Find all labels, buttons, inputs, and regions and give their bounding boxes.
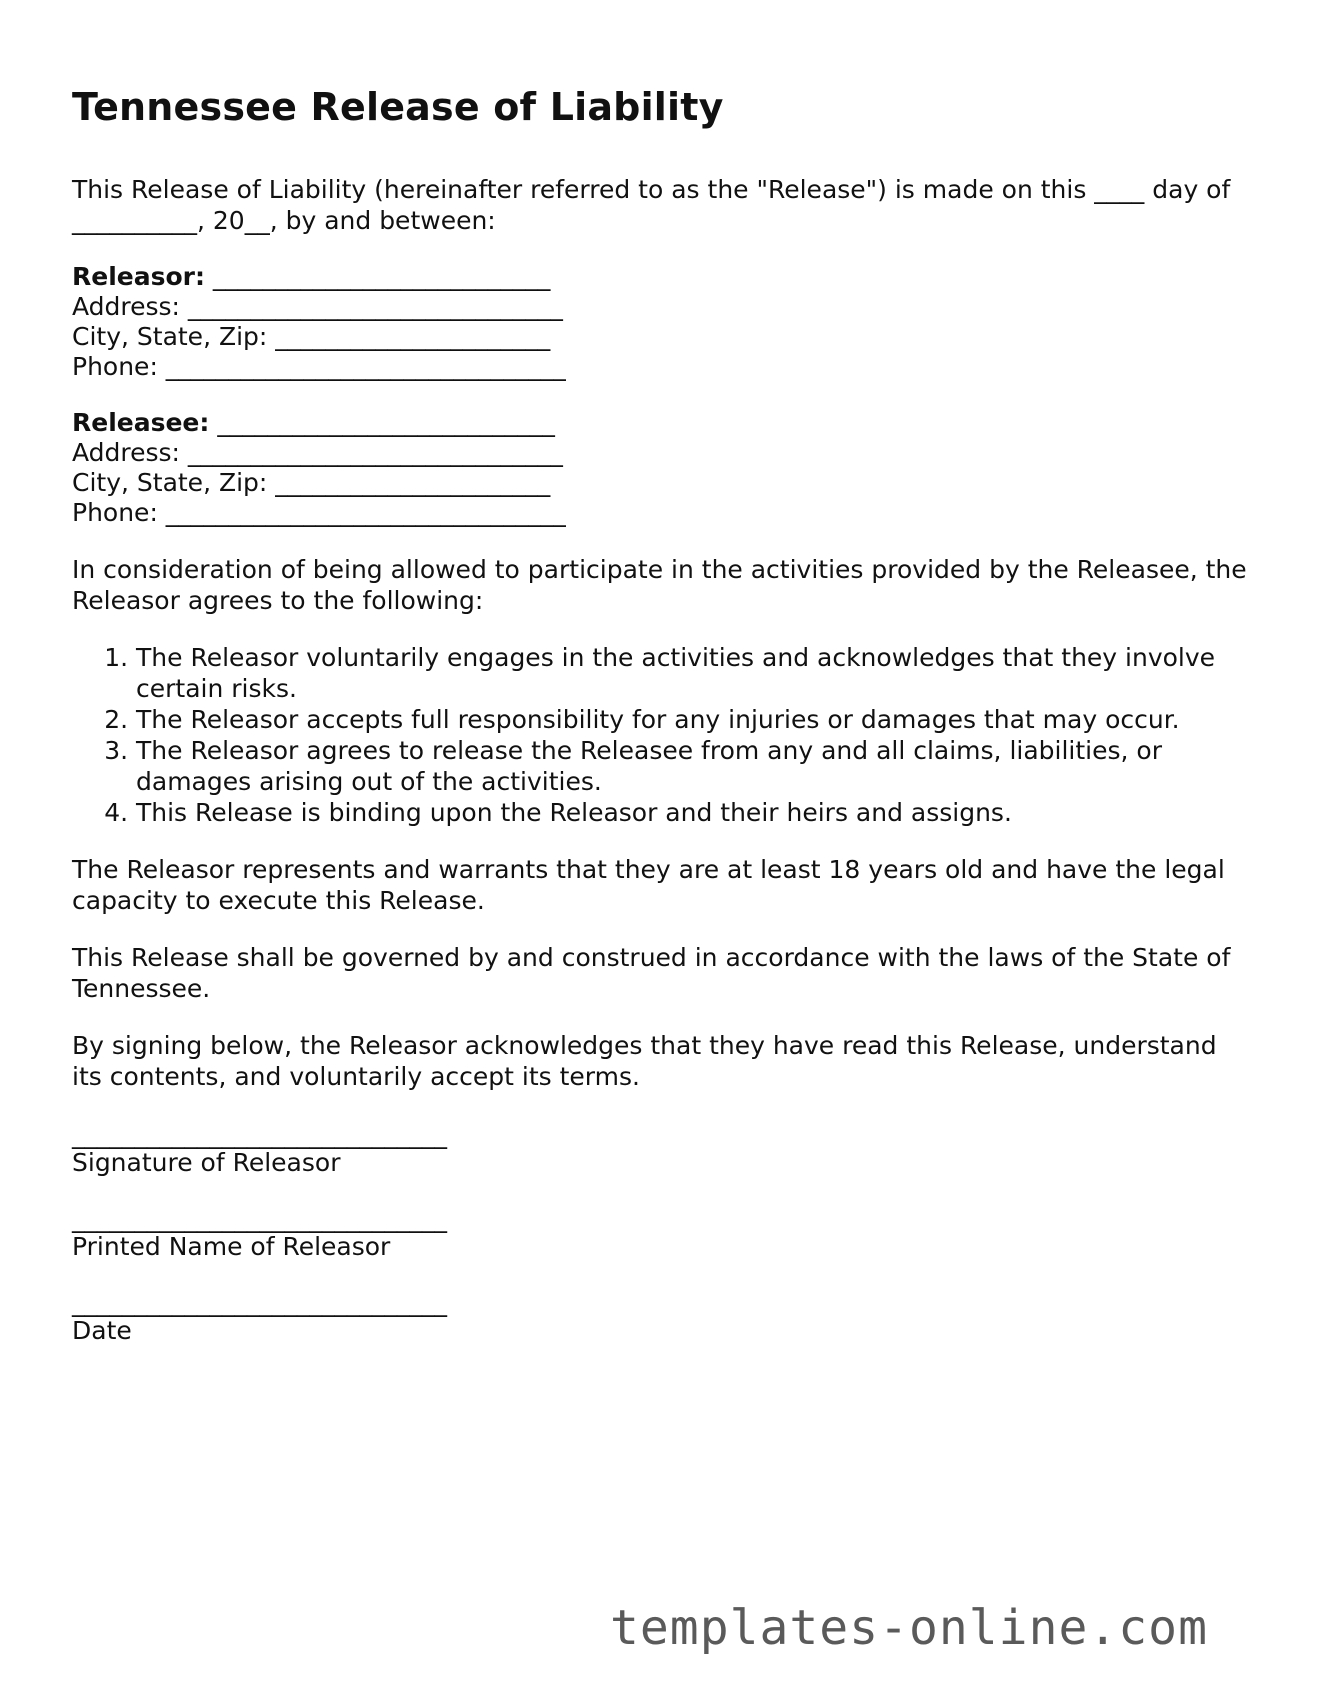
releasor-block	[72, 262, 1252, 382]
releasor-label: Releasor:	[72, 262, 205, 291]
representation-paragraph: The Releasor represents and warrants that they are at least 18 years old and have the legal capacity to execute this Release.	[72, 855, 1225, 915]
releasee-label: Releasee:	[72, 408, 210, 437]
releasor-address: Address: ______________________________	[72, 292, 563, 321]
printed-name-block	[72, 1206, 1252, 1262]
term-item: 1. The Releasor voluntarily engages in the activities and acknowledges that they involve certain risks.	[136, 642, 1252, 704]
governing-law-paragraph: This Release shall be governed by and construed in accordance with the laws of the State of Tennessee.	[72, 943, 1231, 1003]
releasor-city: City, State, Zip: ______________________	[72, 322, 551, 351]
releasor-phone: Phone: ________________________________	[72, 352, 566, 381]
printed-name-line: ______________________________	[72, 1204, 447, 1233]
term-item: 2. The Releasor accepts full responsibility for any injuries or damages that may occur.	[136, 704, 1252, 735]
date-line: ______________________________	[72, 1288, 447, 1317]
releasee-name-line	[72, 408, 1252, 438]
releasor-name-line	[72, 262, 1252, 292]
releasee-phone: Phone: ________________________________	[72, 498, 566, 527]
signature-label: Signature of Releasor	[72, 1148, 341, 1177]
term-item: 4. This Release is binding upon the Releasor and their heirs and assigns.	[136, 797, 1252, 828]
intro-paragraph: This Release of Liability (hereinafter referred to as the "Release") is made on this ____ day of __________, 20__, by and between:	[72, 175, 1231, 235]
releasor-name-blank: ___________________________	[204, 262, 551, 291]
date-label: Date	[72, 1316, 132, 1345]
consideration-paragraph: In consideration of being allowed to participate in the activities provided by the Releasee, the Releasor agrees to the following:	[72, 555, 1247, 615]
printed-name-label: Printed Name of Releasor	[72, 1232, 391, 1261]
terms-list	[72, 642, 1252, 828]
date-block	[72, 1290, 1252, 1346]
term-item: 3. The Releasor agrees to release the Releasee from any and all claims, liabilities, or damages arising out of the activities.	[136, 735, 1252, 797]
document-page	[72, 84, 1252, 1374]
signature-line: ______________________________	[72, 1120, 447, 1149]
acknowledgement-paragraph: By signing below, the Releasor acknowledges that they have read this Release, understand its contents, and voluntarily accept its terms.	[72, 1031, 1217, 1091]
signature-block	[72, 1122, 1252, 1178]
watermark: templates-online.com	[610, 1600, 1208, 1656]
page-title: Tennessee Release of Liability	[72, 85, 724, 129]
releasee-city: City, State, Zip: ______________________	[72, 468, 551, 497]
releasee-block	[72, 408, 1252, 528]
releasee-address: Address: ______________________________	[72, 438, 563, 467]
releasee-name-blank: ___________________________	[209, 408, 555, 437]
